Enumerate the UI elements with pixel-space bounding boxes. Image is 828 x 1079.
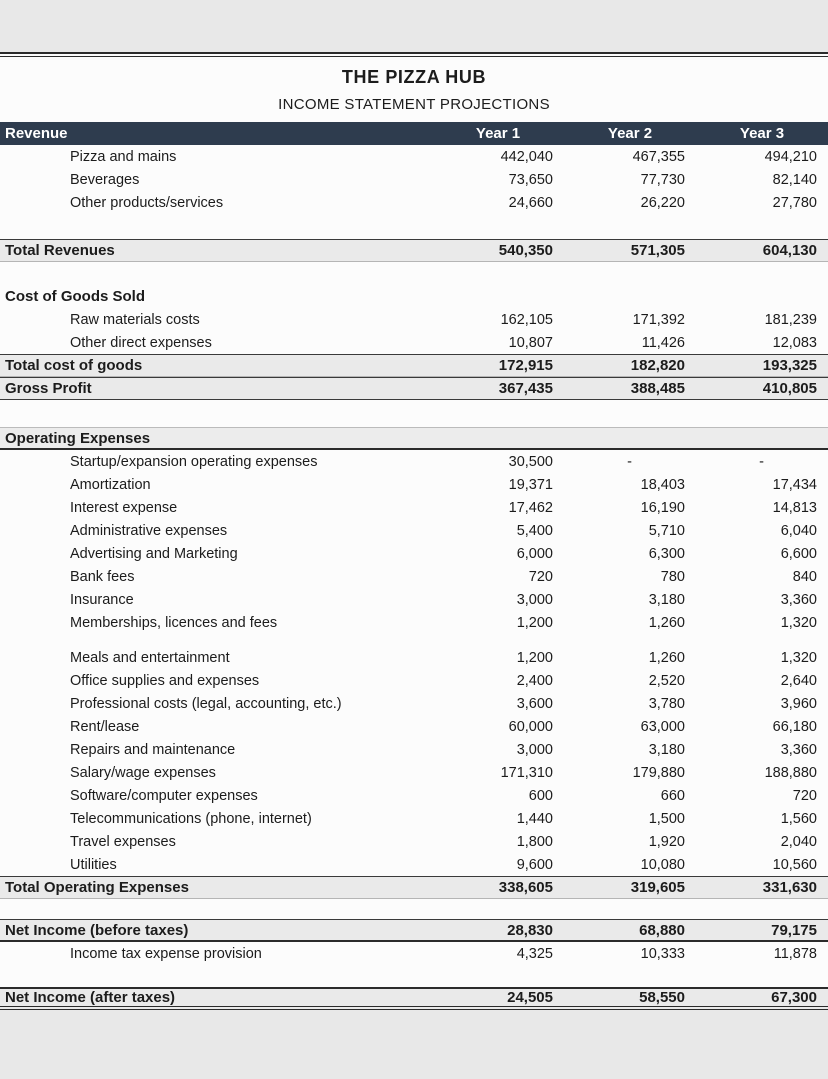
row-value: 6,000	[516, 545, 553, 562]
row-label: Beverages	[70, 171, 140, 188]
row-label: Raw materials costs	[70, 311, 200, 328]
row-value: 162,105	[500, 311, 553, 328]
row-value: 67,300	[771, 989, 817, 1006]
row-label: Net Income (before taxes)	[5, 921, 189, 939]
row-value: 660	[660, 787, 685, 804]
row-value: 16,190	[640, 499, 685, 516]
row-value: 780	[660, 568, 685, 585]
detail-row	[0, 611, 828, 634]
row-value: 2,040	[780, 833, 817, 850]
spacer-row	[0, 634, 828, 646]
row-value: 2,520	[648, 672, 685, 689]
row-value: 1,320	[780, 614, 817, 631]
row-value: 181,239	[764, 311, 817, 328]
detail-row	[0, 738, 828, 761]
row-value: 179,880	[632, 764, 685, 781]
row-value: 6,300	[648, 545, 685, 562]
detail-row	[0, 692, 828, 715]
row-value: 494,210	[764, 148, 817, 165]
detail-row	[0, 496, 828, 519]
row-value: 182,820	[630, 357, 685, 374]
row-value: 1,260	[648, 649, 685, 666]
row-label: Salary/wage expenses	[70, 764, 216, 781]
row-value: 331,630	[762, 879, 817, 896]
row-value: 10,560	[772, 856, 817, 873]
row-value: 82,140	[772, 171, 817, 188]
total-row	[0, 987, 828, 1010]
row-value: 1,200	[516, 614, 553, 631]
detail-row	[0, 308, 828, 331]
page-top-margin	[0, 0, 828, 52]
detail-row	[0, 784, 828, 807]
row-value: 10,080	[640, 856, 685, 873]
row-value: 171,310	[500, 764, 553, 781]
row-value: -	[759, 453, 764, 470]
spacer-row	[0, 214, 828, 239]
row-value: 720	[528, 568, 553, 585]
row-value: 24,505	[507, 989, 553, 1006]
total-row	[0, 876, 828, 899]
row-label: Utilities	[70, 856, 117, 873]
page-subtitle: INCOME STATEMENT PROJECTIONS	[278, 96, 550, 113]
row-value: 600	[528, 787, 553, 804]
row-label: Memberships, licences and fees	[70, 614, 278, 631]
row-value: 1,320	[780, 649, 817, 666]
row-value: 3,960	[780, 695, 817, 712]
row-value: 17,462	[508, 499, 553, 516]
total-row	[0, 354, 828, 377]
row-value: 540,350	[498, 242, 553, 259]
row-label: Other products/services	[70, 194, 224, 211]
row-label: Total cost of goods	[5, 357, 143, 374]
total-row	[0, 919, 828, 942]
table-header-row	[0, 122, 828, 145]
row-value: 60,000	[508, 718, 553, 735]
row-label: Advertising and Marketing	[70, 545, 238, 562]
detail-row	[0, 450, 828, 473]
row-value: 3,180	[648, 591, 685, 608]
spacer-row	[0, 262, 828, 285]
row-value: 27,780	[772, 194, 817, 211]
row-value: 442,040	[500, 148, 553, 165]
spacer-row	[0, 899, 828, 919]
detail-row	[0, 519, 828, 542]
row-value: 5,710	[648, 522, 685, 539]
row-value: 1,800	[516, 833, 553, 850]
section-row	[0, 427, 828, 450]
row-value: 6,040	[780, 522, 817, 539]
row-value: 6,600	[780, 545, 817, 562]
row-value: 367,435	[498, 380, 553, 397]
row-value: 10,807	[508, 334, 553, 351]
row-value: 388,485	[630, 380, 685, 397]
total-row	[0, 377, 828, 400]
row-value: 1,200	[516, 649, 553, 666]
row-value: 19,371	[508, 476, 553, 493]
row-value: 840	[792, 568, 817, 585]
spacer-row	[0, 965, 828, 987]
column-header-year2: Year 2	[607, 125, 653, 142]
row-value: 18,403	[640, 476, 685, 493]
row-label: Pizza and mains	[70, 148, 177, 165]
row-label: Travel expenses	[70, 833, 176, 850]
row-value: 4,325	[516, 945, 553, 962]
row-value: 3,000	[516, 591, 553, 608]
detail-row	[0, 942, 828, 965]
row-label: Other direct expenses	[70, 334, 212, 351]
row-label: Net Income (after taxes)	[5, 989, 176, 1006]
detail-row	[0, 646, 828, 669]
row-value: 2,640	[780, 672, 817, 689]
row-value: 77,730	[640, 171, 685, 188]
row-value: 79,175	[771, 921, 817, 939]
detail-row	[0, 830, 828, 853]
row-value: 188,880	[764, 764, 817, 781]
row-value: 1,920	[648, 833, 685, 850]
column-header-year1: Year 1	[475, 125, 521, 142]
detail-row	[0, 669, 828, 692]
row-label: Startup/expansion operating expenses	[70, 453, 318, 470]
row-value: 11,426	[641, 334, 685, 351]
row-value: 410,805	[762, 380, 817, 397]
row-value: 24,660	[508, 194, 553, 211]
row-value: 193,325	[762, 357, 817, 374]
page-title: THE PIZZA HUB	[341, 67, 487, 87]
row-label: Insurance	[70, 591, 134, 608]
row-label: Operating Expenses	[5, 429, 151, 447]
row-label: Rent/lease	[70, 718, 140, 735]
row-value: 467,355	[632, 148, 685, 165]
row-label: Cost of Goods Sold	[5, 288, 145, 305]
detail-row	[0, 473, 828, 496]
row-value: 28,830	[507, 921, 553, 939]
row-value: 10,333	[640, 945, 685, 962]
detail-row	[0, 807, 828, 830]
column-header-year3: Year 3	[739, 125, 785, 142]
row-label: Telecommunications (phone, internet)	[70, 810, 312, 827]
total-row	[0, 239, 828, 262]
row-value: 319,605	[630, 879, 685, 896]
row-value: 73,650	[508, 171, 553, 188]
row-value: 338,605	[498, 879, 553, 896]
detail-row	[0, 853, 828, 876]
spacer-row	[0, 400, 828, 427]
row-value: 11,878	[773, 945, 817, 962]
row-value: 17,434	[772, 476, 817, 493]
row-label: Administrative expenses	[70, 522, 228, 539]
row-value: 66,180	[772, 718, 817, 735]
column-header-revenue: Revenue	[5, 125, 68, 142]
row-value: 1,260	[648, 614, 685, 631]
row-label: Bank fees	[70, 568, 135, 585]
row-value: 1,500	[648, 810, 685, 827]
detail-row	[0, 565, 828, 588]
detail-row	[0, 331, 828, 354]
row-value: 3,360	[780, 741, 817, 758]
row-label: Meals and entertainment	[70, 649, 230, 666]
row-value: 14,813	[772, 499, 817, 516]
row-value: 571,305	[630, 242, 685, 259]
row-value: 3,180	[648, 741, 685, 758]
row-label: Income tax expense provision	[70, 945, 262, 962]
row-value: 68,880	[639, 921, 685, 939]
row-value: 720	[792, 787, 817, 804]
row-value: 1,440	[516, 810, 553, 827]
detail-row	[0, 761, 828, 784]
row-label: Total Revenues	[5, 242, 115, 259]
row-label: Interest expense	[70, 499, 178, 516]
row-label: Professional costs (legal, accounting, etc.)	[70, 695, 342, 712]
row-value: 172,915	[498, 357, 553, 374]
detail-row	[0, 145, 828, 168]
detail-row	[0, 588, 828, 611]
detail-row	[0, 168, 828, 191]
detail-row	[0, 191, 828, 214]
row-value: 1,560	[780, 810, 817, 827]
row-value: -	[627, 453, 632, 470]
row-label: Total Operating Expenses	[5, 879, 189, 896]
row-label: Repairs and maintenance	[70, 741, 236, 758]
row-value: 5,400	[516, 522, 553, 539]
row-value: 3,000	[516, 741, 553, 758]
section-row	[0, 285, 828, 308]
row-value: 12,083	[772, 334, 817, 351]
row-value: 3,780	[648, 695, 685, 712]
statement-table	[0, 145, 828, 1010]
detail-row	[0, 715, 828, 738]
row-value: 58,550	[639, 989, 685, 1006]
row-label: Software/computer expenses	[70, 787, 258, 804]
row-label: Office supplies and expenses	[70, 672, 260, 689]
row-value: 604,130	[762, 242, 817, 259]
row-label: Gross Profit	[5, 380, 92, 397]
row-value: 2,400	[516, 672, 553, 689]
detail-row	[0, 542, 828, 565]
row-value: 3,600	[516, 695, 553, 712]
row-value: 63,000	[640, 718, 685, 735]
row-value: 171,392	[632, 311, 685, 328]
row-value: 3,360	[780, 591, 817, 608]
row-value: 30,500	[508, 453, 553, 470]
statement-page	[0, 57, 828, 1010]
row-value: 26,220	[640, 194, 685, 211]
row-label: Amortization	[70, 476, 151, 493]
row-value: 9,600	[516, 856, 553, 873]
